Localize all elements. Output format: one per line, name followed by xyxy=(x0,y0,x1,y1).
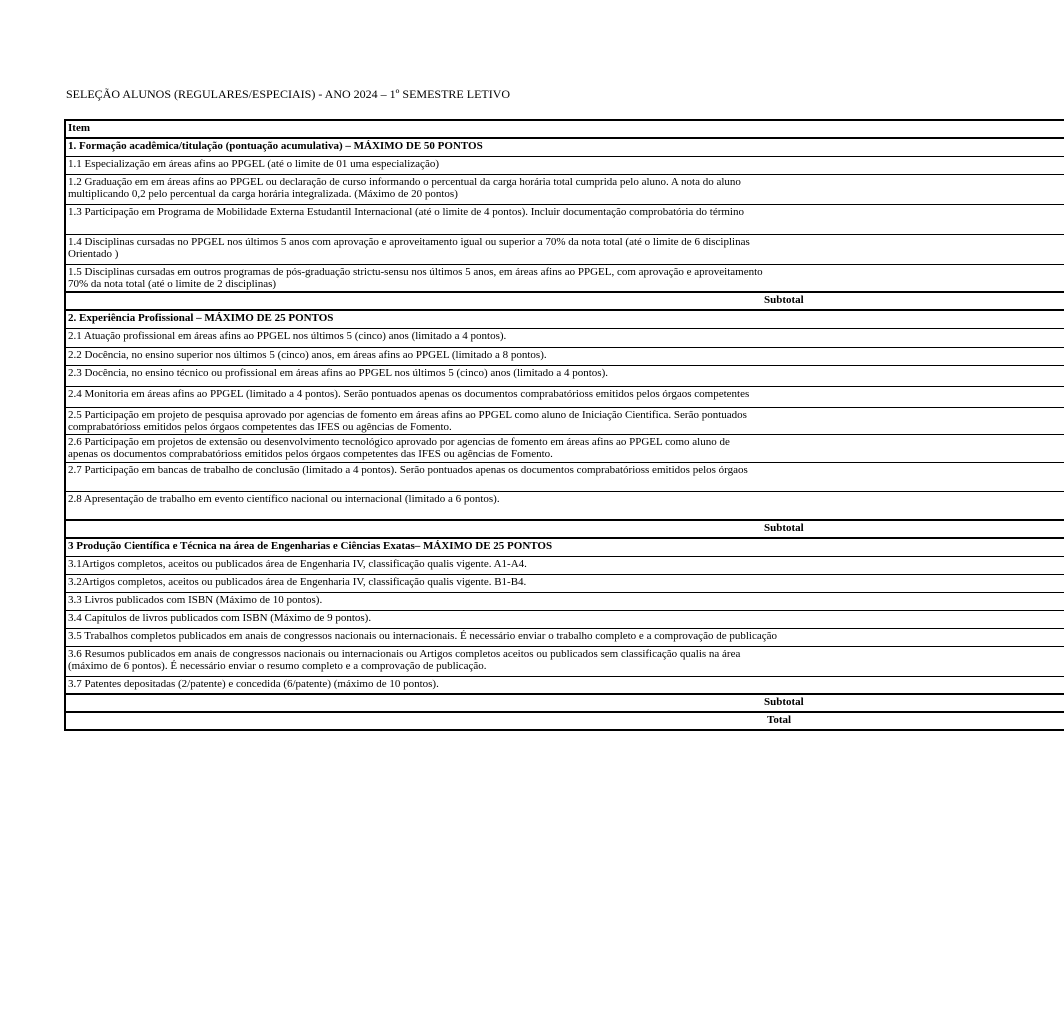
table-row xyxy=(65,491,1064,520)
section-1-row xyxy=(65,138,1064,156)
table-header-row xyxy=(65,120,1064,138)
section-3-row xyxy=(65,538,1064,556)
table-row xyxy=(65,365,1064,386)
section-2-title: 2. Experiência Profissional – MÁXIMO DE 25 PONTOS xyxy=(65,310,1064,328)
table-row xyxy=(65,676,1064,694)
table-row xyxy=(65,386,1064,407)
total-label: Total xyxy=(767,714,792,726)
table-row xyxy=(65,328,1064,347)
item-2-7: 2.7 Participação em bancas de trabalho de conclusão (limitado a 4 pontos). Serão pontuados apenas os documentos comprabatórioss emitidos pelos órgaos xyxy=(65,462,1064,491)
subtotal-3-row xyxy=(65,694,1064,712)
item-2-2: 2.2 Docência, no ensino superior nos últimos 5 (cinco) anos, em áreas afins ao PPGEL (limitado a 8 pontos). xyxy=(65,347,1064,365)
item-3-4: 3.4 Capítulos de livros publicados com ISBN (Máximo de 9 pontos). xyxy=(65,610,1064,628)
table-row xyxy=(65,556,1064,574)
table-row xyxy=(65,204,1064,234)
table-row xyxy=(65,264,1064,292)
table-row xyxy=(65,234,1064,264)
table-row xyxy=(65,434,1064,462)
item-1-1: 1.1 Especialização em áreas afins ao PPGEL (até o limite de 01 uma especialização) xyxy=(65,156,1064,174)
item-2-4: 2.4 Monitoria em áreas afins ao PPGEL (limitado a 4 pontos). Serão pontuados apenas os documentos comprabatórioss emitidos pelos órgaos competentes xyxy=(65,386,1064,407)
item-1-4: 1.4 Disciplinas cursadas no PPGEL nos últimos 5 anos com aprovação e aproveitamento igual ou superior a 70% da nota total (até o limite de 6 disciplinas Orientado ) xyxy=(65,234,1064,264)
item-2-5: 2.5 Participação em projeto de pesquisa aprovado por agencias de fomento em áreas afins ao PPGEL como aluno de Iniciação Cientifica. Serão pontuados comprabatórioss emitidos pelos órgaos competentes das IFES ou agências de Fomento. xyxy=(65,407,1064,434)
item-2-3: 2.3 Docência, no ensino técnico ou profissional em áreas afins ao PPGEL nos últimos 5 (cinco) anos (limitado a 4 pontos). xyxy=(65,365,1064,386)
item-3-5: 3.5 Trabalhos completos publicados em anais de congressos nacionais ou internacionais. É necessário enviar o trabalho completo e a comprovação de publicação xyxy=(65,628,1064,646)
item-2-6: 2.6 Participação em projetos de extensão ou desenvolvimento tecnológico aprovado por agencias de fomento em áreas afins ao PPGEL como aluno de apenas os documentos comprabatórioss emitidos pelos órgaos competentes das IFES ou agências de Fomento. xyxy=(65,434,1064,462)
subtotal-1-label: Subtotal xyxy=(764,294,804,306)
item-1-3: 1.3 Participação em Programa de Mobilidade Externa Estudantil Internacional (até o limite de 4 pontos). Incluir documentação comprobatória do término xyxy=(65,204,1064,234)
table-row xyxy=(65,592,1064,610)
item-3-7: 3.7 Patentes depositadas (2/patente) e concedida (6/patente) (máximo de 10 pontos). xyxy=(65,676,1064,694)
subtotal-2-label: Subtotal xyxy=(764,522,804,534)
table-row xyxy=(65,610,1064,628)
table-row xyxy=(65,574,1064,592)
item-1-5: 1.5 Disciplinas cursadas em outros programas de pós-graduação strictu-sensu nos últimos 5 anos, em áreas afins ao PPGEL, com aprovação e aproveitamento 70% da nota total (até o limite de 2 disciplinas) xyxy=(65,264,1064,292)
item-2-1: 2.1 Atuação profissional em áreas afins ao PPGEL nos últimos 5 (cinco) anos (limitado a 4 pontos). xyxy=(65,328,1064,347)
item-2-8: 2.8 Apresentação de trabalho em evento científico nacional ou internacional (limitado a 6 pontos). xyxy=(65,491,1064,520)
table-row xyxy=(65,347,1064,365)
item-3-2: 3.2Artigos completos, aceitos ou publicados área de Engenharia IV, classificação qualis vigente. B1-B4. xyxy=(65,574,1064,592)
table-row xyxy=(65,156,1064,174)
section-1-title: 1. Formação acadêmica/titulação (pontuação acumulativa) – MÁXIMO DE 50 PONTOS xyxy=(65,138,1064,156)
section-2-row xyxy=(65,310,1064,328)
item-1-2: 1.2 Graduação em em áreas afins ao PPGEL ou declaração de curso informando o percentual da carga horária total cumprida pelo aluno. A nota do aluno multiplicando 0,2 pelo percentual da carga horária integralizada. (Máximo de 20 pontos) xyxy=(65,174,1064,204)
subtotal-1-row xyxy=(65,292,1064,310)
document-title: SELEÇÃO ALUNOS (REGULARES/ESPECIAIS) - ANO 2024 – 1º SEMESTRE LETIVO xyxy=(66,87,511,101)
score-table xyxy=(64,119,804,731)
item-3-1: 3.1Artigos completos, aceitos ou publicados área de Engenharia IV, classificação qualis vigente. A1-A4. xyxy=(65,556,1064,574)
table-row xyxy=(65,646,1064,676)
item-3-6: 3.6 Resumos publicados em anais de congressos nacionais ou internacionais ou Artigos completos aceitos ou publicados sem classificação qualis na área (máximo de 6 pontos). É necessário enviar o resumo completo e a comprovação de publicação. xyxy=(65,646,1064,676)
item-3-3: 3.3 Livros publicados com ISBN (Máximo de 10 pontos). xyxy=(65,592,1064,610)
table-row xyxy=(65,628,1064,646)
table-row xyxy=(65,407,1064,434)
total-row xyxy=(65,712,1064,730)
table-row xyxy=(65,462,1064,491)
item-header: Item xyxy=(65,120,1064,138)
table-row xyxy=(65,174,1064,204)
subtotal-2-row xyxy=(65,520,1064,538)
section-3-title: 3 Produção Científica e Técnica na área de Engenharias e Ciências Exatas– MÁXIMO DE 25 PONTOS xyxy=(65,538,1064,556)
subtotal-3-label: Subtotal xyxy=(764,696,804,708)
